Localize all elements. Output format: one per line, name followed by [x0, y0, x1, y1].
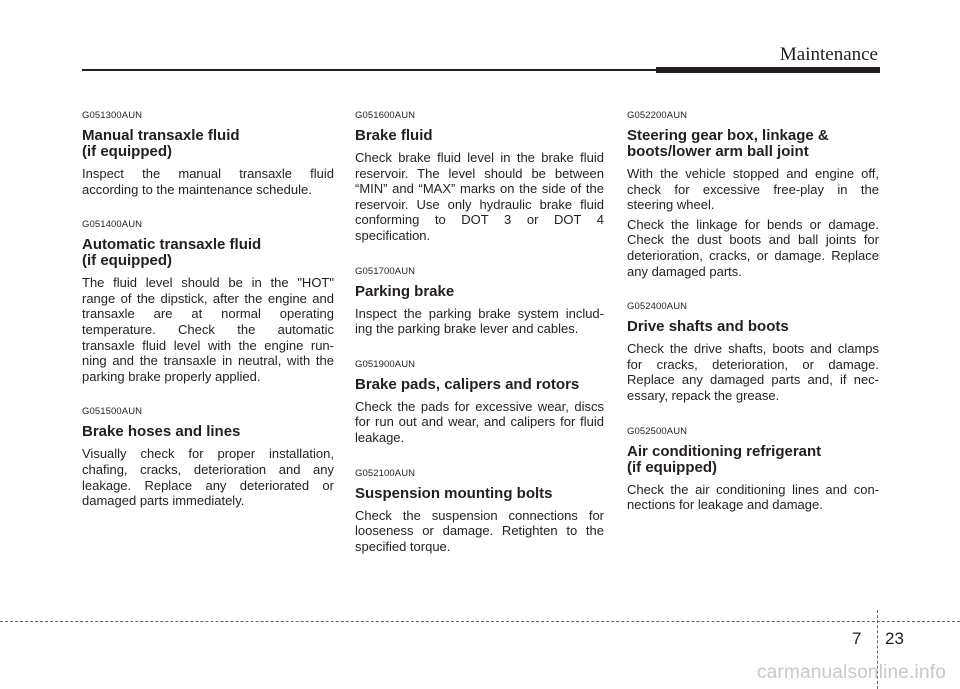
section-code: G052400AUN [627, 301, 688, 313]
header-tab-bar [656, 67, 880, 73]
section-brake-fluid [355, 110, 604, 244]
section-paragraph: Check the pads for excessive wear, discs for run out and wear, and calipers for fluid leakage. [355, 398, 604, 445]
section-heading [355, 128, 604, 144]
section-code: G051900AUN [355, 358, 416, 370]
section-code: G051300AUN [82, 110, 143, 121]
heading-line: boots/lower arm ball joint [627, 143, 809, 160]
section-steering-gear-box [627, 110, 879, 279]
section-paragraph: Check the drive shafts, boots and clamps for cracks, deterioration, or damage. Replace any damaged parts and, if nec-essary, repack the grease. [627, 341, 879, 403]
chapter-number: 7 [852, 629, 862, 648]
column-1 [82, 110, 334, 531]
heading-line: Parking brake [355, 282, 455, 300]
column-3 [627, 110, 879, 535]
section-brake-hoses-and-lines [82, 406, 334, 508]
heading-line: Air conditioning refrigerant [627, 442, 822, 460]
section-paragraph: Check the linkage for bends or damage. Check the dust boots and ball joints for deterioration, cracks, or damage. Replace any damaged parts. [627, 216, 879, 279]
section-code: G052500AUN [627, 425, 688, 437]
heading-line: Drive shafts and boots [627, 318, 789, 336]
section-brake-pads-calipers-rotors [355, 359, 604, 446]
section-paragraph: The fluid level should be in the "HOT" range of the dipstick, after the engine and transaxle are at normal operating temperature. Check the automatic transaxle fluid level with the engine run-ning and the transaxle in neutral, with the parking brake properly applied. [82, 275, 334, 384]
section-code: G052200AUN [627, 110, 688, 121]
column-2 [355, 110, 604, 576]
section-automatic-transaxle-fluid [82, 219, 334, 384]
section-heading [627, 319, 879, 335]
heading-line: Brake hoses and lines [82, 423, 241, 441]
heading-line: Brake fluid [355, 127, 433, 144]
section-heading [355, 377, 604, 393]
section-heading [355, 486, 604, 502]
page-header-title: Maintenance [779, 44, 878, 65]
section-paragraph: With the vehicle stopped and engine off, check for excessive free-play in the steering wheel. [627, 166, 879, 213]
section-paragraph: Check the air conditioning lines and con-nections for leakage and damage. [627, 481, 879, 513]
section-code: G051600AUN [355, 110, 416, 121]
section-parking-brake [355, 266, 604, 337]
section-air-conditioning-refrigerant [627, 426, 879, 513]
section-heading [627, 128, 879, 160]
section-heading [82, 424, 334, 440]
section-heading [82, 128, 334, 160]
footer-rule [0, 621, 960, 622]
section-drive-shafts-and-boots [627, 301, 879, 403]
heading-line: (if equipped) [82, 252, 172, 270]
section-paragraph: Inspect the parking brake system includ-ing the parking brake lever and cables. [355, 305, 604, 337]
section-code: G051500AUN [82, 406, 143, 418]
section-suspension-mounting-bolts [355, 468, 604, 555]
section-heading [82, 237, 334, 269]
heading-line: Steering gear box, linkage & [627, 127, 829, 144]
section-paragraph: Check the suspension connections for looseness or damage. Retighten to the specified torque. [355, 507, 604, 554]
section-code: G052100AUN [355, 467, 416, 479]
section-heading [627, 444, 879, 476]
section-paragraph: Inspect the manual transaxle fluid according to the maintenance schedule. [82, 166, 334, 197]
heading-line: (if equipped) [627, 458, 717, 476]
section-paragraph: Check brake fluid level in the brake fluid reservoir. The level should be between “MIN” and “MAX” marks on the side of the reservoir. Use only hydraulic brake fluid conforming to DOT 3 or DOT 4 specification. [355, 150, 604, 243]
heading-line: Manual transaxle fluid [82, 127, 240, 144]
section-code: G051700AUN [355, 265, 416, 277]
heading-line: Automatic transaxle fluid [82, 236, 262, 254]
heading-line: Brake pads, calipers and rotors [355, 375, 580, 393]
section-heading [355, 284, 604, 300]
section-paragraph: Visually check for proper installation, chafing, cracks, deterioration and any leakage. Replace any deteriorated or damaged parts immediately. [82, 446, 334, 509]
heading-line: Suspension mounting bolts [355, 484, 553, 502]
page-number: 23 [885, 629, 904, 648]
section-manual-transaxle-fluid [82, 110, 334, 197]
watermark: carmanualsonline.info [756, 662, 946, 683]
section-code: G051400AUN [82, 219, 143, 231]
header-rule [82, 69, 658, 71]
heading-line: (if equipped) [82, 143, 172, 160]
